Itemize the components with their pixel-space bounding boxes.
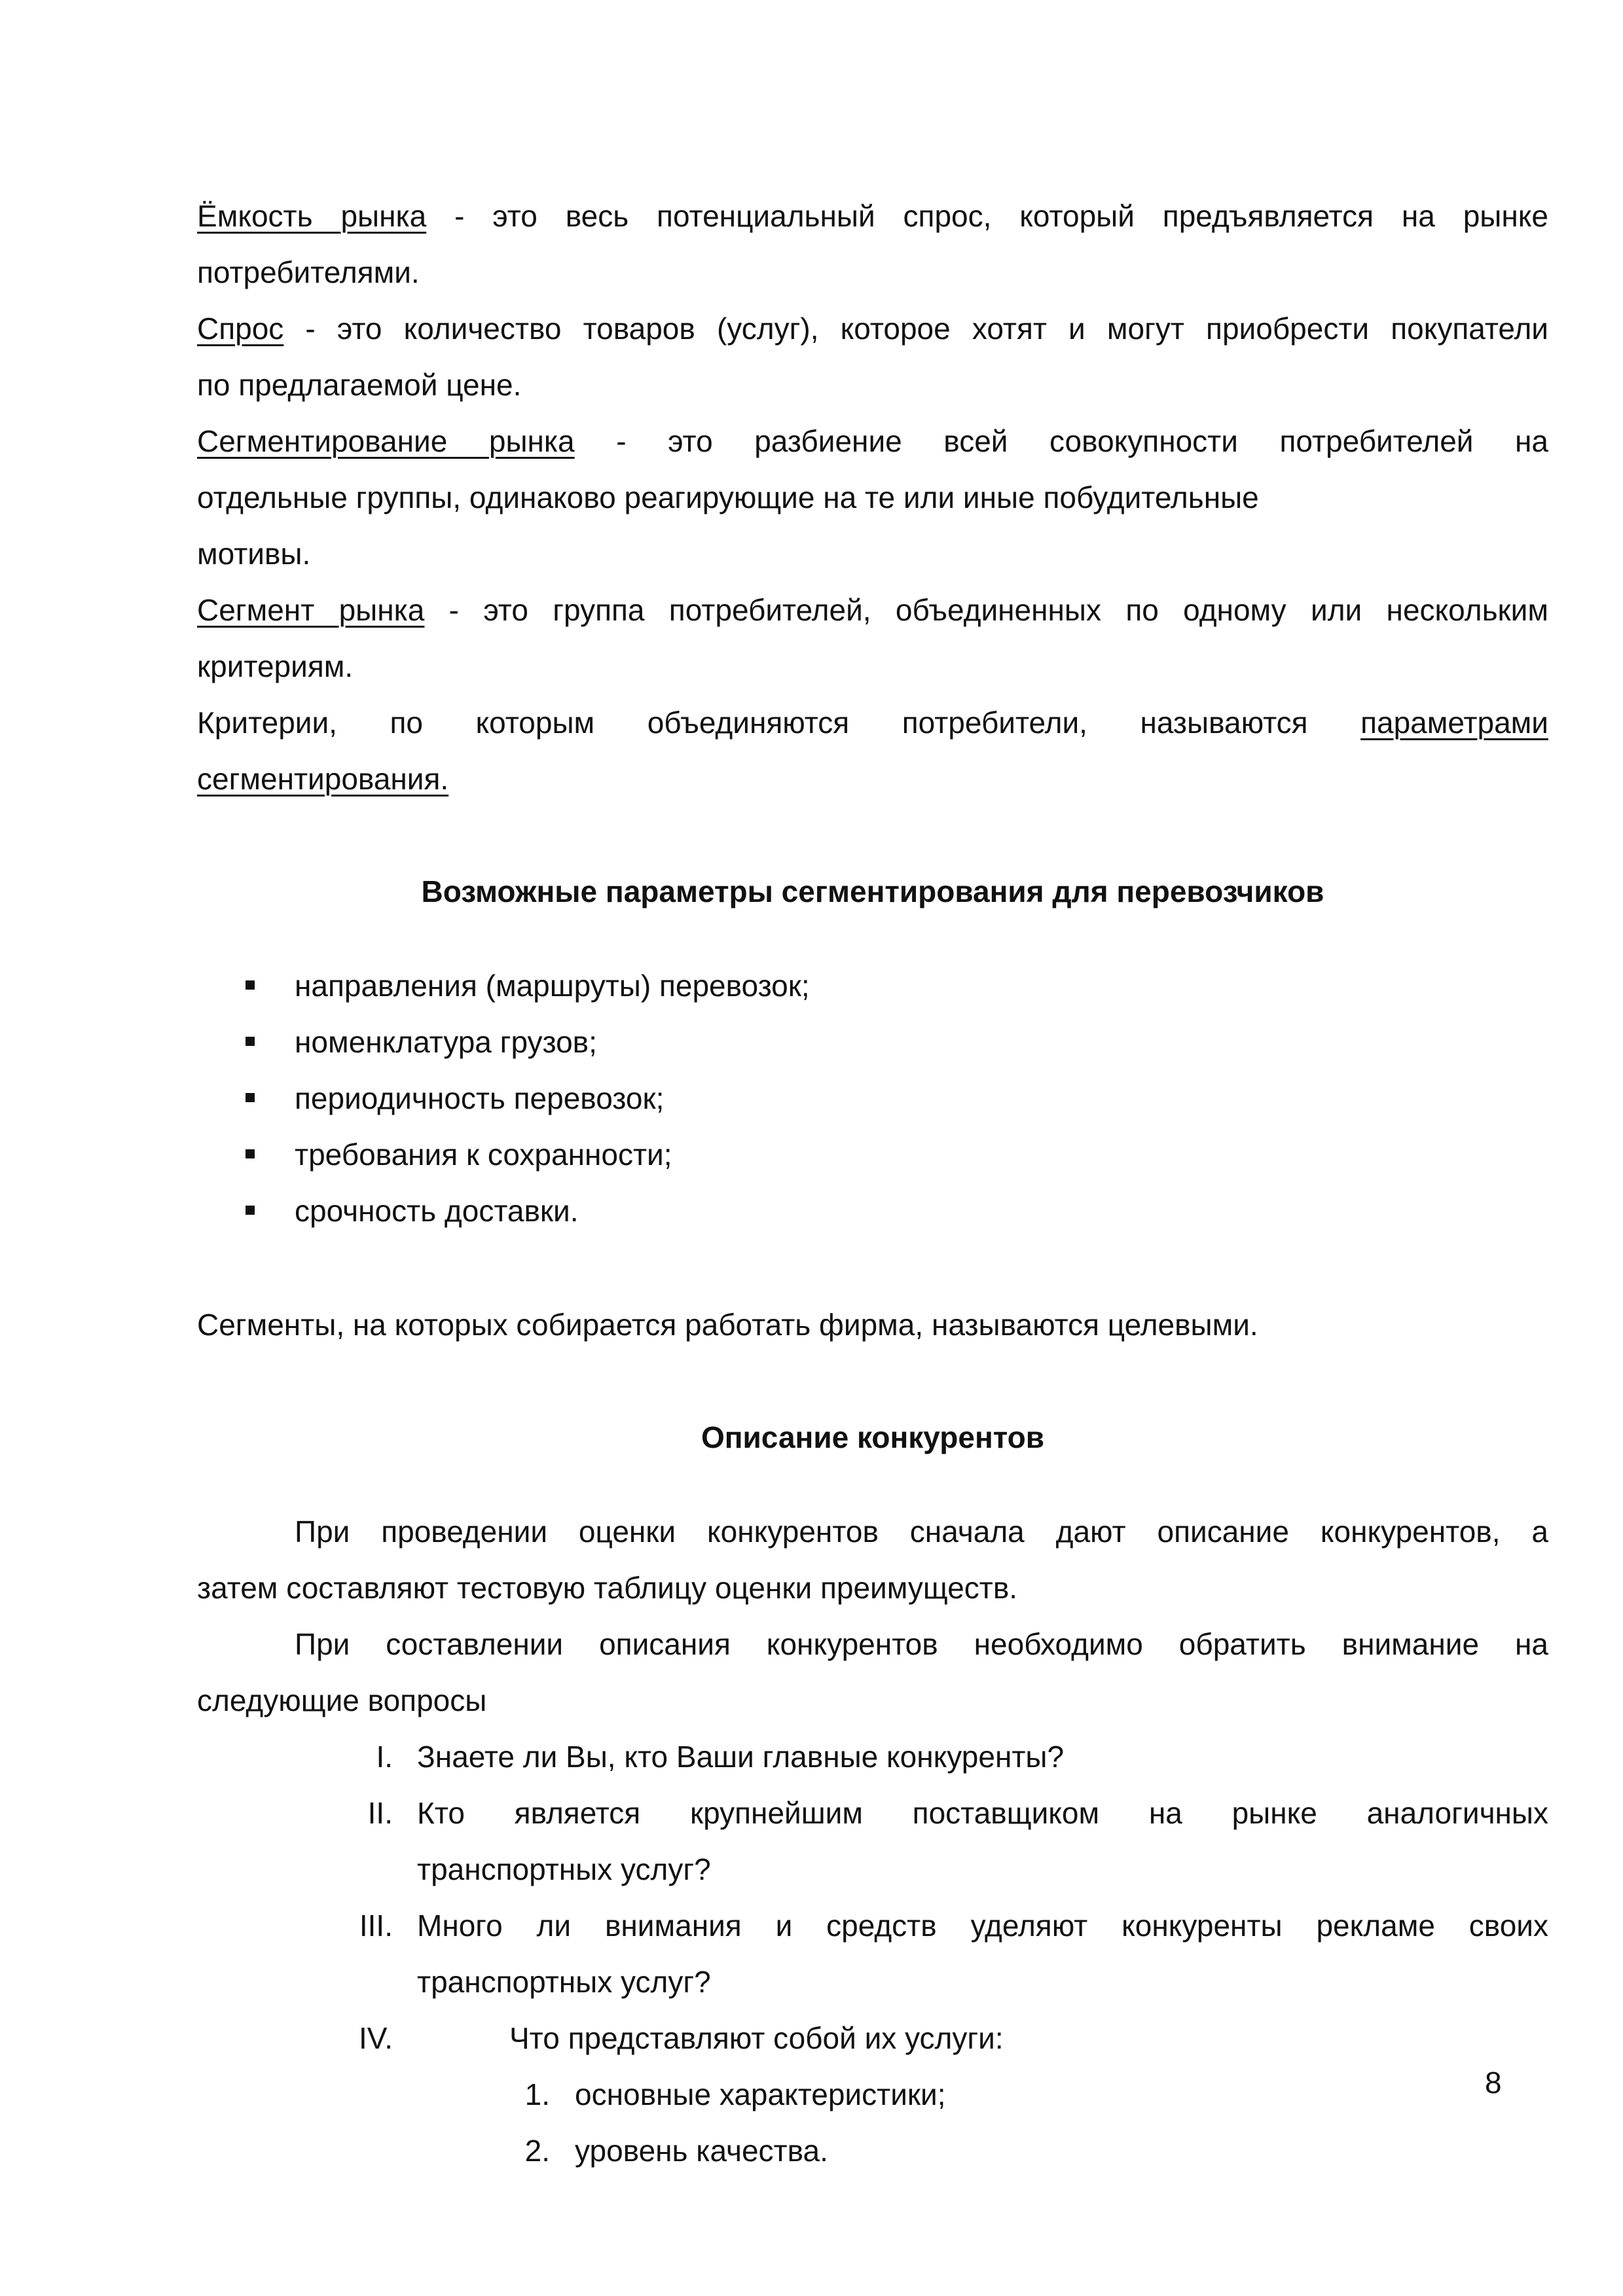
bullet-marker	[246, 1037, 255, 1046]
question-label: I.	[376, 1740, 393, 1774]
bullet-marker	[246, 1206, 255, 1215]
term-segmentation: Сегментирование рынка	[197, 424, 575, 458]
segmentation-params-heading: Возможные параметры сегментирования для перевозчиков	[421, 874, 1324, 908]
definition-criteria-line1	[197, 703, 1548, 742]
question-label: IV.	[358, 2021, 393, 2055]
question-text: Много ли внимания и средств уделяют конкуренты рекламе своих	[417, 1909, 1548, 1943]
question-text: Что представляют собой их услуги:	[509, 2021, 1004, 2055]
question-label: II.	[367, 1796, 393, 1830]
list-item: периодичность перевозок;	[295, 1081, 665, 1115]
question-text: Кто является крупнейшим поставщиком на рынке аналогичных	[417, 1796, 1548, 1830]
competitors-para1-line2: затем составляют тестовую таблицу оценки преимуществ.	[197, 1571, 1018, 1605]
definition-segmentation-line3: мотивы.	[197, 537, 311, 571]
subitem-text: уровень качества.	[575, 2134, 828, 2168]
bullet-marker	[246, 1149, 255, 1158]
term-criteria-part1: параметрами	[1360, 706, 1548, 740]
term-segment: Сегмент рынка	[197, 593, 425, 627]
list-item: срочность доставки.	[295, 1194, 579, 1228]
subitem-label: 1.	[524, 2077, 550, 2111]
definition-segmentation-line1	[197, 422, 1548, 461]
question-text-continued: транспортных услуг?	[417, 1965, 711, 1999]
competitors-para2-line1: При составлении описания конкурентов необходимо обратить внимание на	[295, 1627, 1548, 1661]
definition-demand-line1	[197, 309, 1548, 348]
definition-demand-line2: по предлагаемой цене.	[197, 368, 522, 402]
definition-demand-text: - это количество товаров (услуг), которое хотят и могут приобрести покупатели	[283, 312, 1548, 346]
target-segments-note: Сегменты, на которых собирается работать фирма, называются целевыми.	[197, 1308, 1258, 1342]
term-demand: Спрос	[197, 312, 284, 346]
list-item: направления (маршруты) перевозок;	[295, 969, 810, 1003]
bullet-marker	[246, 1093, 255, 1102]
definition-segment-line2: критериям.	[197, 649, 354, 683]
list-item: номенклатура грузов;	[295, 1025, 597, 1059]
definition-criteria-text: Критерии, по которым объединяются потребители, называются	[197, 706, 1361, 740]
question-text-continued: транспортных услуг?	[417, 1852, 711, 1886]
question-label: III.	[359, 1909, 393, 1943]
definition-capacity-line2: потребителями.	[197, 255, 420, 289]
definition-criteria-line2	[197, 759, 448, 798]
competitors-para1-line1: При проведении оценки конкурентов сначала дают описание конкурентов, а	[295, 1515, 1548, 1549]
subitem-text: основные характеристики;	[575, 2077, 946, 2111]
definition-segmentation-text: - это разбиение всей совокупности потребителей на	[574, 424, 1549, 458]
competitors-heading: Описание конкурентов	[701, 1420, 1045, 1454]
definition-segment-line1	[197, 590, 1548, 630]
page-number: 8	[1485, 2066, 1502, 2100]
question-text: Знаете ли Вы, кто Ваши главные конкуренты?	[417, 1740, 1065, 1774]
term-criteria-part2: сегментирования.	[197, 762, 449, 796]
definition-segmentation-line2: отдельные группы, одинаково реагирующие на те или иные побудительные	[197, 480, 1259, 514]
definition-segment-text: - это группа потребителей, объединенных по одному или нескольким	[424, 593, 1549, 627]
competitors-para2-line2: следующие вопросы	[197, 1683, 487, 1717]
definition-capacity-line1	[197, 196, 1548, 236]
bullet-marker	[246, 980, 255, 990]
list-item: требования к сохранности;	[295, 1138, 672, 1172]
subitem-label: 2.	[524, 2134, 550, 2168]
definition-capacity-text: - это весь потенциальный спрос, который предъявляется на рынке	[426, 199, 1548, 233]
term-capacity: Ёмкость рынка	[197, 199, 427, 233]
